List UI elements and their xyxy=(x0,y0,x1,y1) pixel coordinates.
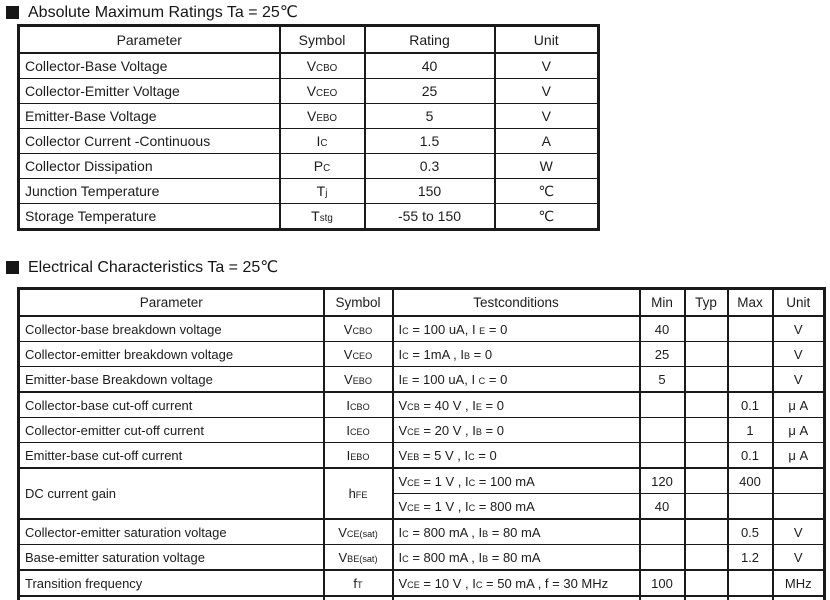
section-title-text: Electrical Characteristics Ta = 25℃ xyxy=(28,259,279,276)
testconditions-cell: IC = 800 mA , IB = 80 mA xyxy=(393,545,640,571)
symbol-cell: ICBO xyxy=(324,392,393,418)
parameter-cell: Emitter-Base Voltage xyxy=(19,104,280,129)
symbol-cell: VCE(sat) xyxy=(324,519,393,545)
subscript: E xyxy=(475,401,482,412)
subscript: CBO xyxy=(349,401,370,412)
typ-cell xyxy=(685,468,728,494)
subscript: CE xyxy=(407,579,420,590)
testconditions-cell: VCE = 1 V , IC = 100 mA xyxy=(393,468,640,494)
column-header-parameter: Parameter xyxy=(19,26,280,54)
subscript: C xyxy=(468,451,475,462)
min-cell: 100 xyxy=(640,570,685,596)
min-cell xyxy=(640,443,685,469)
subscript: BE(sat) xyxy=(347,553,378,564)
symbol-cell: fT xyxy=(324,570,393,596)
parameter-cell: Collector-emitter saturation voltage xyxy=(19,519,324,545)
table-row xyxy=(19,392,825,418)
max-cell: 1.2 xyxy=(728,545,773,571)
symbol-cell: VEBO xyxy=(280,104,365,129)
empty-cell xyxy=(728,596,773,600)
subscript: CEO xyxy=(352,350,373,361)
max-cell: 0.1 xyxy=(728,392,773,418)
rating-cell: 5 xyxy=(365,104,495,129)
empty-cell xyxy=(685,596,728,600)
column-header-rating: Rating xyxy=(365,26,495,54)
table-row xyxy=(19,204,599,230)
absolute-maximum-ratings-table xyxy=(17,24,600,231)
unit-cell: W xyxy=(495,154,599,179)
min-cell xyxy=(640,519,685,545)
table-row xyxy=(19,316,825,342)
subscript: C xyxy=(402,553,409,564)
table-row xyxy=(19,570,825,596)
testconditions-cell: VEB = 5 V , IC = 0 xyxy=(393,443,640,469)
unit-cell: MHz xyxy=(773,570,825,596)
subscript: B xyxy=(482,553,489,564)
max-cell: 1 xyxy=(728,418,773,443)
symbol-cell: Tj xyxy=(280,179,365,204)
unit-cell: ℃ xyxy=(495,179,599,204)
table-header-row xyxy=(19,289,825,317)
parameter-cell: Collector-Emitter Voltage xyxy=(19,79,280,104)
subscript: B xyxy=(482,528,489,539)
table-row xyxy=(19,129,599,154)
subscript: EBO xyxy=(350,451,370,462)
column-header-unit: Unit xyxy=(495,26,599,54)
min-cell: 25 xyxy=(640,342,685,367)
subscript: EB xyxy=(407,451,420,462)
section-title-electrical-characteristics xyxy=(6,259,278,276)
subscript: C xyxy=(468,477,476,488)
unit-cell: V xyxy=(495,104,599,129)
subscript: C xyxy=(468,502,476,513)
parameter-cell: Collector-base cut-off current xyxy=(19,392,324,418)
subscript: C xyxy=(320,138,328,149)
max-cell xyxy=(728,316,773,342)
unit-cell: ℃ xyxy=(495,204,599,230)
subscript: EBO xyxy=(352,375,372,386)
typ-cell xyxy=(685,545,728,571)
subscript: C xyxy=(402,528,409,539)
unit-cell: V xyxy=(773,545,825,571)
subscript: CBO xyxy=(316,63,338,74)
typ-cell xyxy=(685,494,728,520)
parameter-cell: Storage Temperature xyxy=(19,204,280,230)
subscript: CE xyxy=(407,477,420,488)
symbol-cell: VCEO xyxy=(280,79,365,104)
symbol-cell: VCBO xyxy=(324,316,393,342)
symbol-cell: ICEO xyxy=(324,418,393,443)
empty-cell xyxy=(640,596,685,600)
parameter-cell: Collector-emitter cut-off current xyxy=(19,418,324,443)
subscript: CEO xyxy=(349,426,370,437)
unit-cell: V xyxy=(773,367,825,393)
typ-cell xyxy=(685,316,728,342)
subscript: CBO xyxy=(352,325,373,336)
subscript: FE xyxy=(355,490,368,500)
unit-cell: V xyxy=(495,79,599,104)
typ-cell xyxy=(685,392,728,418)
table-row xyxy=(19,418,825,443)
empty-cell xyxy=(324,596,393,600)
empty-cell xyxy=(393,596,640,600)
symbol-cell: Tstg xyxy=(280,204,365,230)
subscript: CB xyxy=(407,401,420,412)
electrical-characteristics-table xyxy=(17,287,826,600)
typ-cell xyxy=(685,443,728,469)
unit-cell xyxy=(773,494,825,520)
symbol-cell: VCBO xyxy=(280,53,365,79)
table-row xyxy=(19,468,825,494)
subscript: C xyxy=(475,579,483,590)
subscript: stg xyxy=(319,213,333,224)
unit-cell: A xyxy=(495,129,599,154)
max-cell: 400 xyxy=(728,468,773,494)
table-row xyxy=(19,53,599,79)
column-header-min: Min xyxy=(640,289,685,317)
testconditions-cell: IC = 800 mA , IB = 80 mA xyxy=(393,519,640,545)
table-row xyxy=(19,545,825,571)
empty-cell xyxy=(773,596,825,600)
column-header-testconditions: Testconditions xyxy=(393,289,640,317)
parameter-cell: Transition frequency xyxy=(19,570,324,596)
column-header-max: Max xyxy=(728,289,773,317)
max-cell: 0.1 xyxy=(728,443,773,469)
table-row xyxy=(19,367,825,393)
typ-cell xyxy=(685,342,728,367)
parameter-cell: DC current gain xyxy=(19,468,324,519)
subscript: C xyxy=(323,163,331,174)
symbol-cell: IEBO xyxy=(324,443,393,469)
min-cell: 40 xyxy=(640,316,685,342)
symbol-cell: IC xyxy=(280,129,365,154)
subscript: C xyxy=(402,325,409,336)
subscript: B xyxy=(475,426,482,437)
testconditions-cell: VCE = 1 V , IC = 800 mA xyxy=(393,494,640,520)
min-cell xyxy=(640,418,685,443)
symbol-cell: PC xyxy=(280,154,365,179)
rating-cell: 25 xyxy=(365,79,495,104)
max-cell xyxy=(728,367,773,393)
min-cell: 120 xyxy=(640,468,685,494)
min-cell: 40 xyxy=(640,494,685,520)
rating-cell: 0.3 xyxy=(365,154,495,179)
column-header-symbol: Symbol xyxy=(280,26,365,54)
rating-cell: -55 to 150 xyxy=(365,204,495,230)
section-title-absolute-maximum-ratings xyxy=(6,4,298,21)
table-row xyxy=(19,154,599,179)
min-cell xyxy=(640,545,685,571)
symbol-cell: hFE xyxy=(324,468,393,519)
unit-cell: μ A xyxy=(773,418,825,443)
rating-cell: 150 xyxy=(365,179,495,204)
subscript: T xyxy=(357,579,363,590)
table-row xyxy=(19,342,825,367)
black-square-bullet-icon xyxy=(6,261,19,274)
parameter-cell: Collector Dissipation xyxy=(19,154,280,179)
unit-cell: V xyxy=(773,342,825,367)
testconditions-cell: IC = 1mA , IB = 0 xyxy=(393,342,640,367)
parameter-cell: Collector-base breakdown voltage xyxy=(19,316,324,342)
symbol-cell: VBE(sat) xyxy=(324,545,393,571)
parameter-cell: Emitter-base cut-off current xyxy=(19,443,324,469)
table-row xyxy=(19,519,825,545)
symbol-cell: VCEO xyxy=(324,342,393,367)
rating-cell: 1.5 xyxy=(365,129,495,154)
min-cell xyxy=(640,392,685,418)
max-cell xyxy=(728,494,773,520)
subscript: CE xyxy=(407,502,420,513)
unit-cell: μ A xyxy=(773,443,825,469)
unit-cell: V xyxy=(773,519,825,545)
testconditions-cell: IC = 100 uA, I E = 0 xyxy=(393,316,640,342)
column-header-parameter: Parameter xyxy=(19,289,324,317)
unit-cell: V xyxy=(773,316,825,342)
partial-row xyxy=(19,596,825,600)
table-row xyxy=(19,104,599,129)
rating-cell: 40 xyxy=(365,53,495,79)
table-row xyxy=(19,79,599,104)
parameter-cell: Base-emitter saturation voltage xyxy=(19,545,324,571)
typ-cell xyxy=(685,418,728,443)
table-row xyxy=(19,179,599,204)
max-cell: 0.5 xyxy=(728,519,773,545)
subscript: EBO xyxy=(316,113,338,124)
column-header-typ: Typ xyxy=(685,289,728,317)
column-header-unit: Unit xyxy=(773,289,825,317)
subscript: C xyxy=(402,350,409,361)
parameter-cell: Collector-emitter breakdown voltage xyxy=(19,342,324,367)
subscript: E xyxy=(479,325,486,336)
parameter-cell: Junction Temperature xyxy=(19,179,280,204)
subscript: CE xyxy=(407,426,420,437)
typ-cell xyxy=(685,367,728,393)
subscript: CEO xyxy=(316,88,338,99)
subscript: B xyxy=(463,350,471,361)
testconditions-cell: IE = 100 uA, I C = 0 xyxy=(393,367,640,393)
subscript: CE(sat) xyxy=(346,528,378,539)
subscript: E xyxy=(402,375,409,386)
unit-cell: μ A xyxy=(773,392,825,418)
table-row xyxy=(19,443,825,469)
testconditions-cell: VCB = 40 V , IE = 0 xyxy=(393,392,640,418)
symbol-cell: VEBO xyxy=(324,367,393,393)
typ-cell xyxy=(685,570,728,596)
black-square-bullet-icon xyxy=(6,6,19,19)
subscript: j xyxy=(325,188,328,199)
testconditions-cell: VCE = 10 V , IC = 50 mA , f = 30 MHz xyxy=(393,570,640,596)
parameter-cell: Collector Current -Continuous xyxy=(19,129,280,154)
min-cell: 5 xyxy=(640,367,685,393)
subscript: C xyxy=(478,375,486,386)
max-cell xyxy=(728,570,773,596)
column-header-symbol: Symbol xyxy=(324,289,393,317)
unit-cell xyxy=(773,468,825,494)
empty-cell xyxy=(19,596,324,600)
typ-cell xyxy=(685,519,728,545)
section-title-text: Absolute Maximum Ratings Ta = 25℃ xyxy=(28,4,298,21)
unit-cell: V xyxy=(495,53,599,79)
max-cell xyxy=(728,342,773,367)
table-header-row xyxy=(19,26,599,54)
testconditions-cell: VCE = 20 V , IB = 0 xyxy=(393,418,640,443)
parameter-cell: Emitter-base Breakdown voltage xyxy=(19,367,324,393)
parameter-cell: Collector-Base Voltage xyxy=(19,53,280,79)
